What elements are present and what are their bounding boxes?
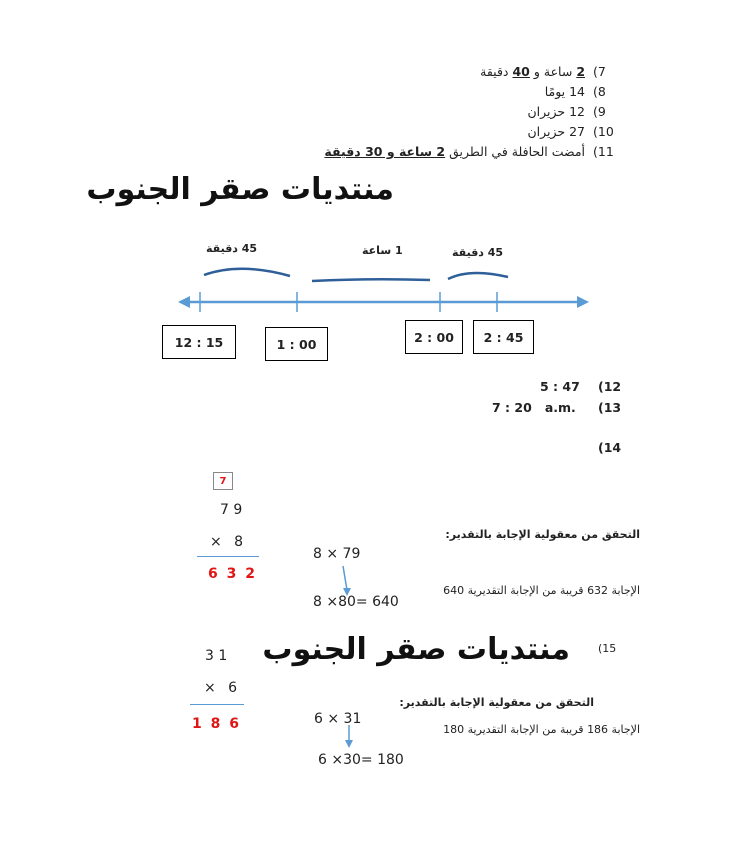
list-item: 11) أمضت الحافلة في الطريق 2 ساعة و 30 دقيقة [324, 144, 614, 159]
mult1-top: 7 9 [220, 502, 243, 518]
time-box-245: 2 : 45 [473, 320, 534, 354]
time-box-100: 1 : 00 [265, 327, 328, 361]
mult2-operator: × 6 [204, 680, 238, 696]
list-item: 8) 14 يومًا [544, 84, 606, 99]
mult1-result: 6 3 2 [208, 566, 257, 582]
watermark-text: منتديات صقر الجنوب [86, 172, 394, 207]
mult1-rule [197, 556, 259, 557]
time-box-1215: 12 : 15 [162, 325, 236, 359]
list-item: 9) 12 حزيران [527, 104, 606, 119]
mult2-expression: 6 × 31 [314, 711, 362, 727]
mult1-operator: × 8 [210, 534, 244, 550]
q12-number: (12 [598, 379, 622, 394]
label-45-left: 45 دقيقة [206, 242, 258, 255]
mult2-note: الإجابة 186 قريبة من الإجابة التقديرية 180 [443, 723, 640, 736]
arrow-right-head [577, 296, 589, 308]
mult2-rule [190, 704, 244, 705]
mult2-check-title: التحقق من معقولية الإجابة بالتقدير: [399, 696, 594, 709]
brace-middle [312, 279, 430, 281]
q12-answer: 5 : 47 [540, 379, 580, 394]
label-45-right: 45 دقيقة [452, 246, 504, 259]
mult1-expression: 8 × 79 [313, 546, 361, 562]
mult2-arrow [340, 724, 360, 750]
mult2-top: 3 1 [205, 648, 228, 664]
carry-box: 7 [213, 472, 233, 490]
q14-number: (14 [598, 440, 622, 455]
q13-answer: 7 : 20 a.m. [492, 400, 576, 415]
mult1-note: الإجابة 632 قريبة من الإجابة التقديرية 640 [443, 584, 640, 597]
q15-number: (15 [598, 642, 617, 655]
list-item: 10) 27 حزيران [527, 124, 614, 139]
mult2-result: 1 8 6 [192, 716, 241, 732]
mult2-estimate: 6 ×30= 180 [318, 752, 404, 768]
time-box-200: 2 : 00 [405, 320, 463, 354]
arrow-left-head [178, 296, 190, 308]
label-1-hour: 1 ساعة [362, 244, 403, 257]
mult1-estimate: 8 ×80= 640 [313, 594, 399, 610]
watermark-text-2: منتديات صقر الجنوب [262, 632, 570, 667]
answer-list [319, 62, 619, 162]
brace-right [448, 273, 508, 279]
brace-left [204, 269, 290, 276]
mult1-check-title: التحقق من معقولية الإجابة بالتقدير: [445, 528, 640, 541]
q13-number: (13 [598, 400, 622, 415]
list-item: 7) 2 ساعة و 40 دقيقة [480, 64, 606, 79]
mult1-arrow [338, 564, 358, 598]
